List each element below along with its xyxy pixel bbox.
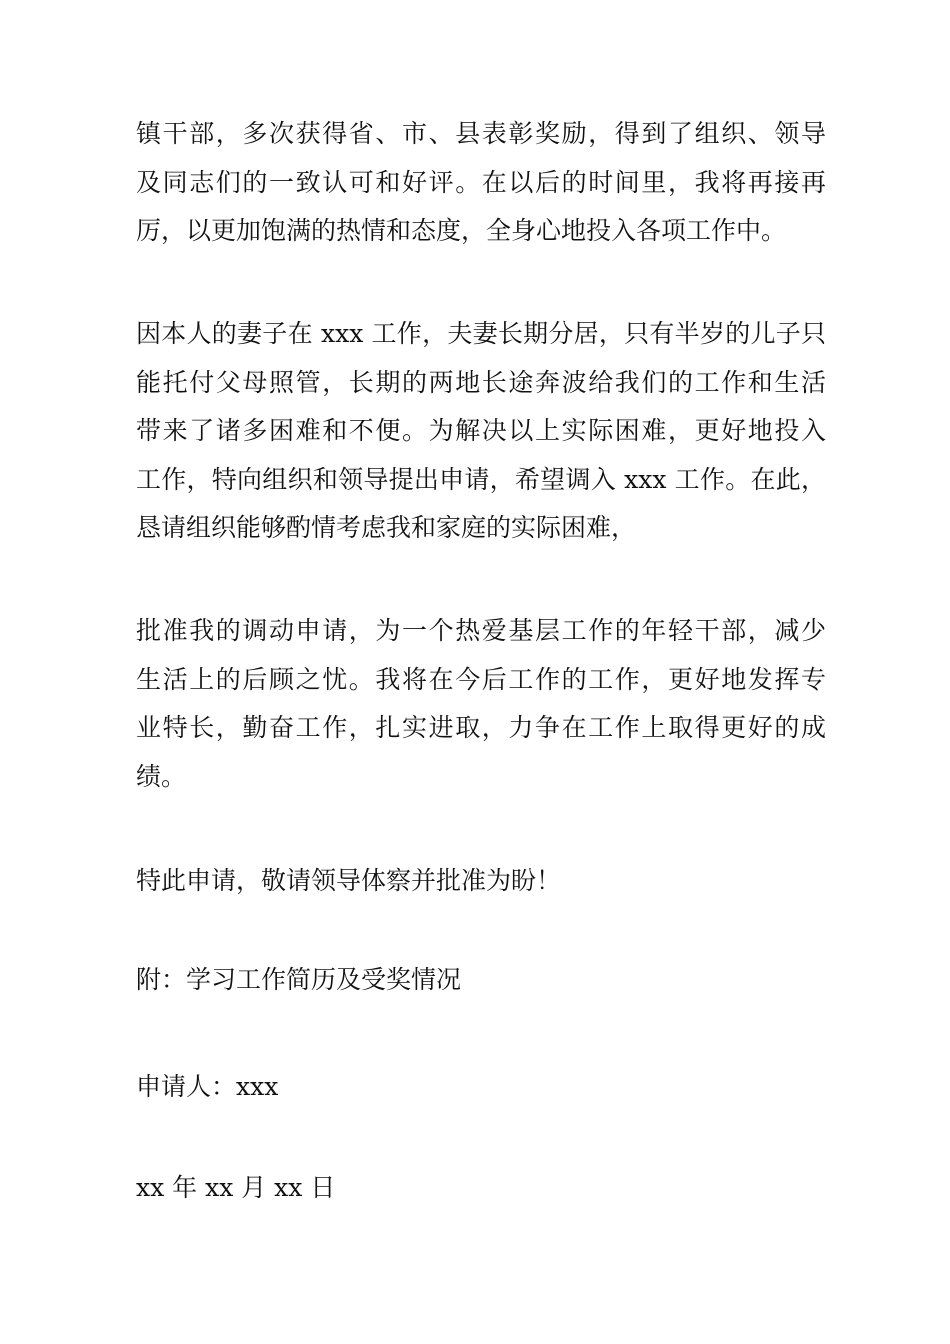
text-line: 批准我的调动申请，为一个热爱基层工作的年轻干部，减少 xyxy=(136,616,826,645)
paragraph-date xyxy=(136,1164,826,1213)
paragraph-attachment xyxy=(136,956,826,1005)
text-line: 及同志们的一致认可和好评。在以后的时间里，我将再接再 xyxy=(136,167,826,197)
text-line: 能托付父母照管，长期的两地长途奔波给我们的工作和生活 xyxy=(136,367,826,397)
paragraph-applicant xyxy=(136,1063,826,1112)
text-line: 绩。 xyxy=(136,761,187,791)
paragraph-request xyxy=(136,607,826,801)
text-line: 镇干部，多次获得省、市、县表彰奖励，得到了组织、领导 xyxy=(136,119,826,148)
text-line: 申请人：xxx xyxy=(136,1072,279,1101)
paragraph-family-difficulties xyxy=(136,310,826,553)
text-line: 恳请组织能够酌情考虑我和家庭的实际困难， xyxy=(136,513,637,542)
paragraph-achievements xyxy=(136,110,826,256)
text-line: xx 年 xx 月 xx 日 xyxy=(136,1173,336,1202)
text-line: 特此申请，敬请领导体察并批准为盼！ xyxy=(136,866,562,895)
text-line: 带来了诸多困难和不便。为解决以上实际困难，更好地投入 xyxy=(136,416,826,445)
text-line: 厉，以更加饱满的热情和态度，全身心地投入各项工作中。 xyxy=(136,216,787,245)
text-line: 附：学习工作简历及受奖情况 xyxy=(136,965,462,994)
text-line: 业特长，勤奋工作，扎实进取，力争在工作上取得更好的成 xyxy=(136,713,826,742)
text-line: 工作，特向组织和领导提出申请，希望调入 xxx 工作。在此， xyxy=(136,464,826,494)
text-line: 生活上的后顾之忧。我将在今后工作的工作，更好地发挥专 xyxy=(136,664,826,694)
paragraph-closing xyxy=(136,857,826,906)
text-line: 因本人的妻子在 xxx 工作，夫妻长期分居，只有半岁的儿子只 xyxy=(136,319,826,348)
